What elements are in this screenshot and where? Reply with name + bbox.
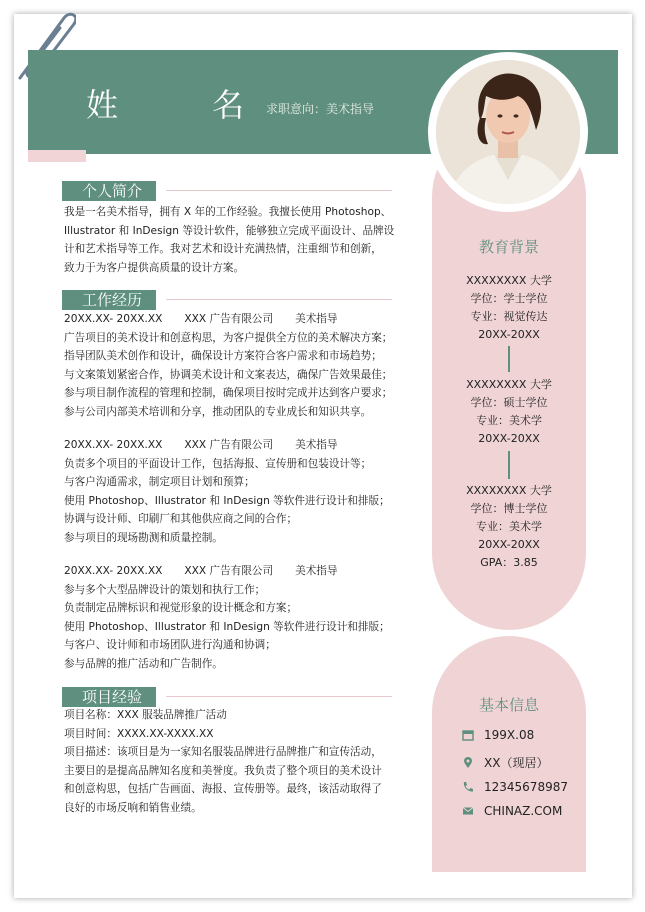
job-role: 美术指导 [295, 313, 338, 325]
job-entry [64, 310, 404, 421]
job-entry [64, 436, 404, 547]
text-line: 使用 Photoshop、Illustrator 和 InDesign 等软件进行设计和排版； [64, 620, 390, 633]
education-entry [432, 482, 586, 572]
text-line: 协调与设计师、印刷厂和其他供应商之间的合作； [64, 513, 298, 525]
divider [166, 696, 392, 697]
text-line: 良好的市场反响和销售业绩。 [64, 801, 202, 814]
text-line: 负责制定品牌标识和视觉形象的设计概念和方案； [64, 602, 298, 614]
edu-school: XXXXXXXX 大学 [466, 484, 552, 497]
edu-degree: 学位：学士学位 [470, 292, 548, 305]
info-email [462, 804, 562, 818]
edu-date: 20XX-20XX [478, 328, 540, 341]
edu-date: 20XX-20XX [478, 538, 540, 551]
section-title: 项目经验 [62, 687, 156, 707]
text-line: 参与项目的现场勘测和质量控制。 [64, 531, 223, 544]
edu-date: 20XX-20XX [478, 432, 540, 445]
job-date: 20XX.XX- 20XX.XX [64, 313, 163, 325]
header-pink-tab [28, 150, 86, 162]
job-company: XXX 广告有限公司 [184, 439, 274, 451]
text-line: 使用 Photoshop、Illustrator 和 InDesign 等软件进行设计和排版； [64, 494, 390, 507]
basic-info-title: 基本信息 [478, 696, 539, 714]
section-header-profile [62, 181, 156, 201]
text-line: 计和艺术指导等工作。我对艺术和设计充满热情，注重细节和创新， [64, 243, 382, 255]
text-line: 广告项目的美术设计和创意构思，为客户提供全方位的美术解决方案； [64, 331, 393, 344]
text-line: 与客户、设计师和市场团队进行沟通和协调； [64, 639, 276, 651]
education-entry [432, 376, 586, 448]
text-line: 与客户沟通需求，制定项目计划和预算； [64, 476, 255, 488]
text-line: 我是一名美术指导，拥有 X 年的工作经验。我擅长使用 Photoshop、 [64, 206, 392, 218]
text-line: 项目名称：XXX 服装品牌推广活动 [64, 709, 227, 721]
text-line: 致力于为客户提供高质量的设计方案。 [64, 261, 245, 274]
text-line: 参与多个大型品牌设计的策划和执行工作； [64, 583, 266, 596]
job-header [64, 436, 404, 455]
text-line: Illustrator 和 InDesign 等设计软件，能够独立完成平面设计、品牌设 [64, 224, 395, 237]
text-line: 与文案策划紧密合作，协调美术设计和文案表达，确保广告效果最佳； [64, 368, 393, 381]
timeline-connector [508, 451, 510, 479]
section-header-experience [62, 290, 156, 310]
text-line: 项目时间：XXXX.XX-XXXX.XX [64, 727, 214, 740]
job-company: XXX 广告有限公司 [184, 313, 274, 325]
edu-degree: 学位：硕士学位 [470, 396, 548, 409]
text-line: 项目描述：该项目是为一家知名服装品牌进行品牌推广和宣传活动， [64, 746, 382, 758]
edu-school: XXXXXXXX 大学 [466, 274, 552, 287]
email-value: CHINAZ.COM [484, 804, 563, 818]
job-date: 20XX.XX- 20XX.XX [64, 439, 163, 451]
section-title: 个人简介 [62, 181, 156, 201]
profile-text [64, 203, 404, 277]
job-role: 美术指导 [295, 439, 338, 451]
text-line: 参与公司内部美术培训和分享，推动团队的专业成长和知识共享。 [64, 405, 372, 418]
job-intent: 求职意向：美术指导 [266, 102, 375, 116]
info-birth [462, 728, 534, 742]
edu-gpa: GPA：3.85 [480, 556, 538, 569]
edu-major: 专业：美术学 [476, 520, 542, 533]
location-pin-icon [462, 757, 474, 769]
job-role: 美术指导 [295, 565, 338, 577]
text-line: 指导团队美术创作和设计，确保设计方案符合客户需求和市场趋势； [64, 350, 382, 362]
text-line: 主要目的是提高品牌知名度和美誉度。我负责了整个项目的美术设计 [64, 764, 382, 777]
edu-major: 专业：视觉传达 [470, 310, 548, 323]
info-phone [462, 780, 568, 794]
divider [166, 299, 392, 300]
phone-icon [462, 781, 474, 793]
edu-school: XXXXXXXX 大学 [466, 378, 552, 391]
avatar [436, 60, 580, 204]
job-entry [64, 562, 404, 673]
section-title: 工作经历 [62, 290, 156, 310]
phone-value: 12345678987 [484, 780, 568, 794]
email-icon [462, 805, 474, 817]
calendar-icon [462, 729, 474, 741]
job-company: XXX 广告有限公司 [184, 565, 274, 577]
job-date: 20XX.XX- 20XX.XX [64, 565, 163, 577]
project-text [64, 706, 404, 817]
portrait-illustration [436, 60, 580, 204]
section-header-project [62, 687, 156, 707]
text-line: 参与项目制作流程的管理和控制，确保项目按时完成并达到客户要求； [64, 387, 393, 399]
edu-major: 专业：美术学 [476, 414, 542, 427]
text-line: 负责多个项目的平面设计工作，包括海报、宣传册和包装设计等； [64, 457, 372, 470]
birth-value: 199X.08 [484, 728, 535, 742]
text-line: 和创意构思，包括广告画面、海报、宣传册等。最终，该活动取得了 [64, 783, 382, 795]
info-location [462, 754, 548, 771]
candidate-name: 姓 名 [86, 86, 287, 124]
edu-degree: 学位：博士学位 [470, 502, 548, 515]
job-header [64, 562, 404, 581]
education-title: 教育背景 [478, 238, 539, 256]
location-value: XX（现居） [484, 756, 549, 770]
text-line: 参与品牌的推广活动和广告制作。 [64, 657, 223, 670]
education-entry [432, 272, 586, 344]
divider [166, 190, 392, 191]
job-header [64, 310, 404, 329]
timeline-connector [508, 346, 510, 372]
